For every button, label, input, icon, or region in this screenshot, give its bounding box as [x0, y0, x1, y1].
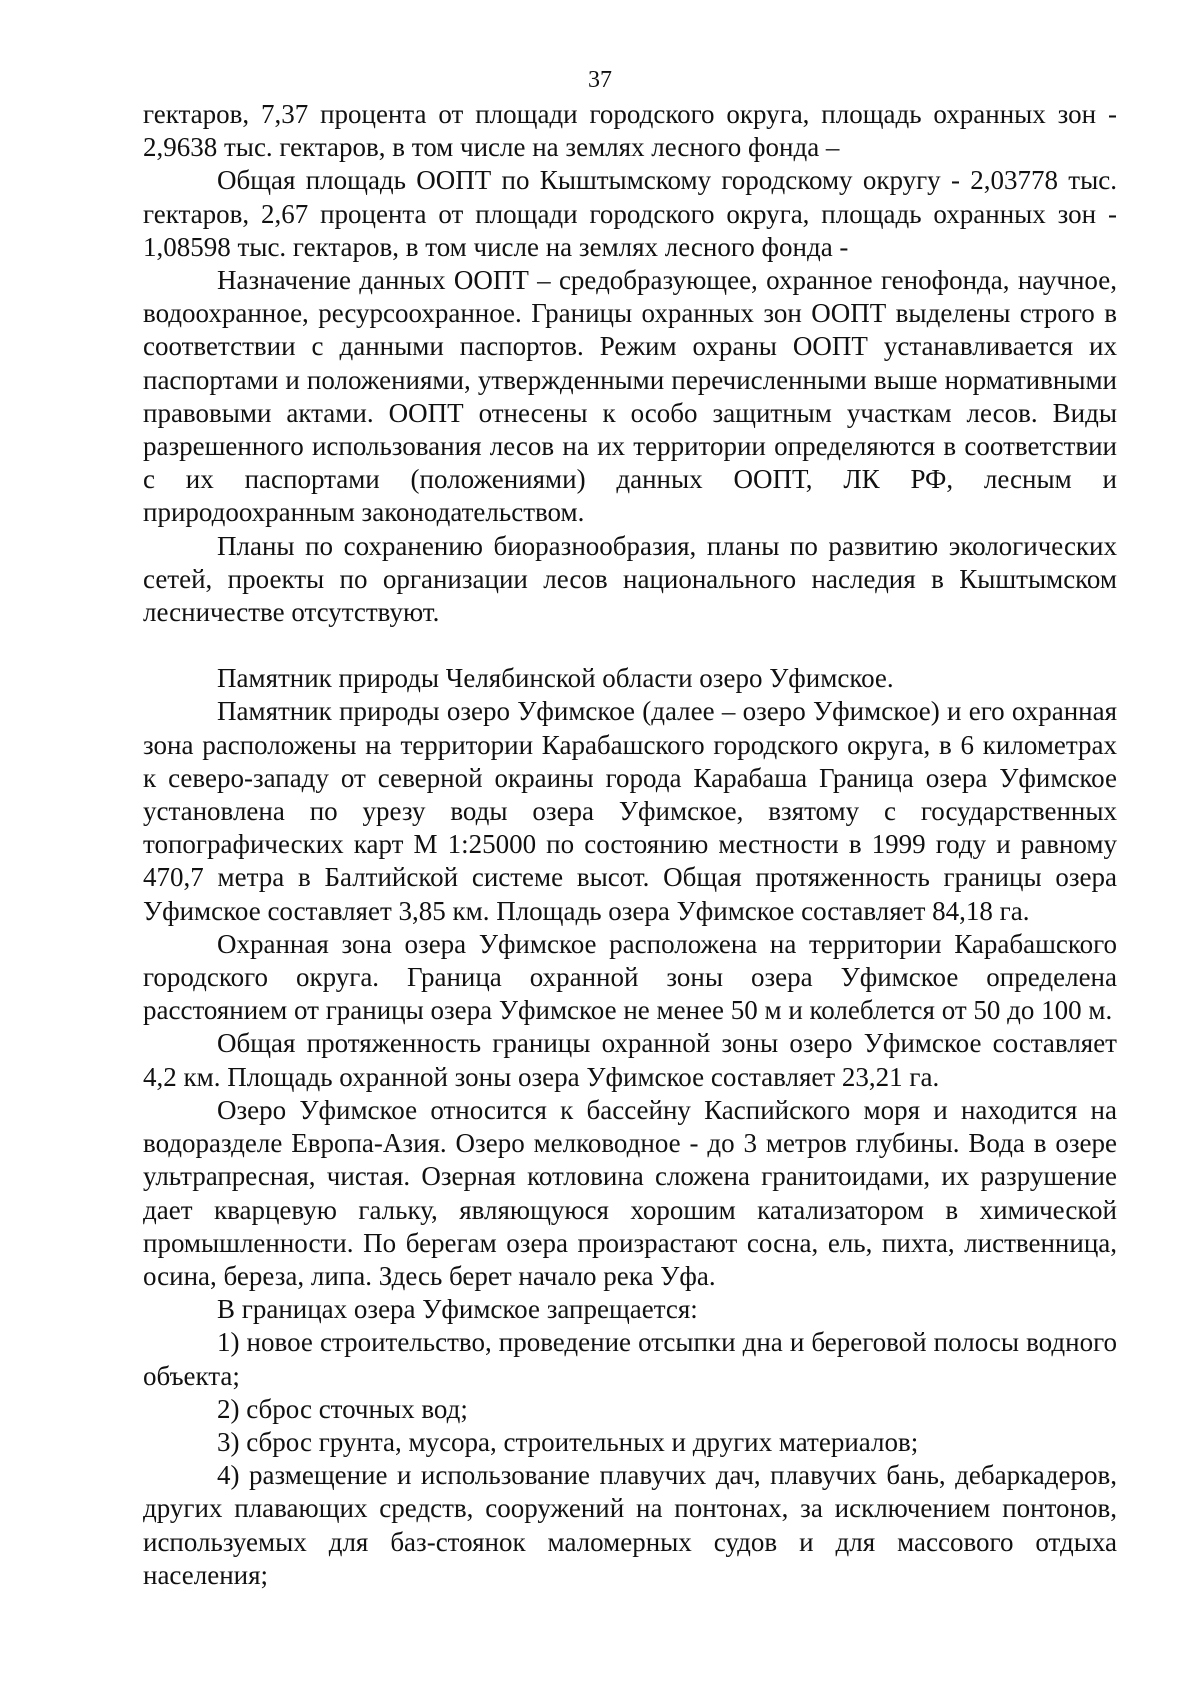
paragraph-zone-length: Общая протяженность границы охранной зоны озеро Уфимское составляет 4,2 км. Площадь охранной зоны озера Уфимское составляет 23,21 га. — [143, 1028, 1117, 1092]
list-item-3: 3) сброс грунта, мусора, строительных и других материалов; — [217, 1426, 919, 1457]
paragraph-biodiversity-plans: Планы по сохранению биоразнообразия, планы по развитию экологических сетей, проекты по организации лесов национального наследия в Кыштымском лесничестве отсутствуют. — [143, 530, 1117, 628]
list-item-4: 4) размещение и использование плавучих дач, плавучих бань, дебаркадеров, других плавающих средств, сооружений на понтонах, за исключением понтонов, используемых для баз-стоянок маломерных судов и для массового отдыха населения; — [143, 1460, 1117, 1590]
paragraph-lake-location: Памятник природы озеро Уфимское (далее – озеро Уфимское) и его охранная зона расположены на территории Карабашского городского округа, в 6 километрах к северо-западу от северной окраины города Карабаша Граница озера Уфимское установлена по урезу воды озера Уфимское, взятому с государственных топографических карт М 1:25000 по состоянию местности в 1999 году и равному 470,7 метра в Балтийской системе высот. Общая протяженность границы озера Уфимское составляет 3,85 км. Площадь озера Уфимское составляет 84,18 га. — [143, 696, 1117, 926]
paragraph-continuation: гектаров, 7,37 процента от площади городского округа, площадь охранных зон - 2,9638 тыс. гектаров, в том числе на землях лесного фонда – — [143, 99, 1117, 163]
paragraph-lake-description: Озеро Уфимское относится к бассейну Каспийского моря и находится на водоразделе Европа-Азия. Озеро мелководное - до 3 метров глубины. Вода в озере ультрапресная, чистая. Озерная котловина сложена гранитоидами, их разрушение дает кварцевую гальку, являющуюся хорошим катализатором в химической промышленности. По берегам озера произрастают сосна, ель, пихта, лиственница, осина, береза, липа. Здесь берет начало река Уфа. — [143, 1094, 1117, 1291]
paragraph-kyshtym-area: Общая площадь ООПТ по Кыштымскому городскому округу - 2,03778 тыс. гектаров, 2,67 процента от площади городского округа, площадь охранных зон - 1,08598 тыс. гектаров, в том числе на землях лесного фонда - — [143, 165, 1117, 262]
paragraph-protection-zone: Охранная зона озера Уфимское расположена на территории Карабашского городского округа. Граница охранной зоны озера Уфимское определена расстоянием от границы озера Уфимское не менее 50 м и колеблется от 50 до 100 м. — [143, 928, 1117, 1026]
section-heading-lake-ufimskoe: Памятник природы Челябинской области озеро Уфимское. — [217, 663, 894, 694]
list-item-2: 2) сброс сточных вод; — [217, 1393, 468, 1424]
list-item-1: 1) новое строительство, проведение отсыпки дна и береговой полосы водного объекта; — [143, 1327, 1117, 1391]
document-body — [143, 98, 1117, 1592]
page-number: 37 — [588, 67, 612, 93]
paragraph-prohibitions-intro: В границах озера Уфимское запрещается: — [217, 1294, 698, 1325]
paragraph-oopt-purpose: Назначение данных ООПТ – средобразующее, охранное генофонда, научное, водоохранное, ресурсоохранное. Границы охранных зон ООПТ выделены строго в соответствии с данными паспортов. Режим охраны ООПТ устанавливается их паспортами и положениями, утвержденными перечисленными выше нормативными правовыми актами. ООПТ отнесены к особо защитным участкам лесов. Виды разрешенного использования лесов на их территории определяются в соответствии с их паспортами (положениями) данных ООПТ, ЛК РФ, лесным и природоохранным законодательством. — [143, 265, 1117, 528]
